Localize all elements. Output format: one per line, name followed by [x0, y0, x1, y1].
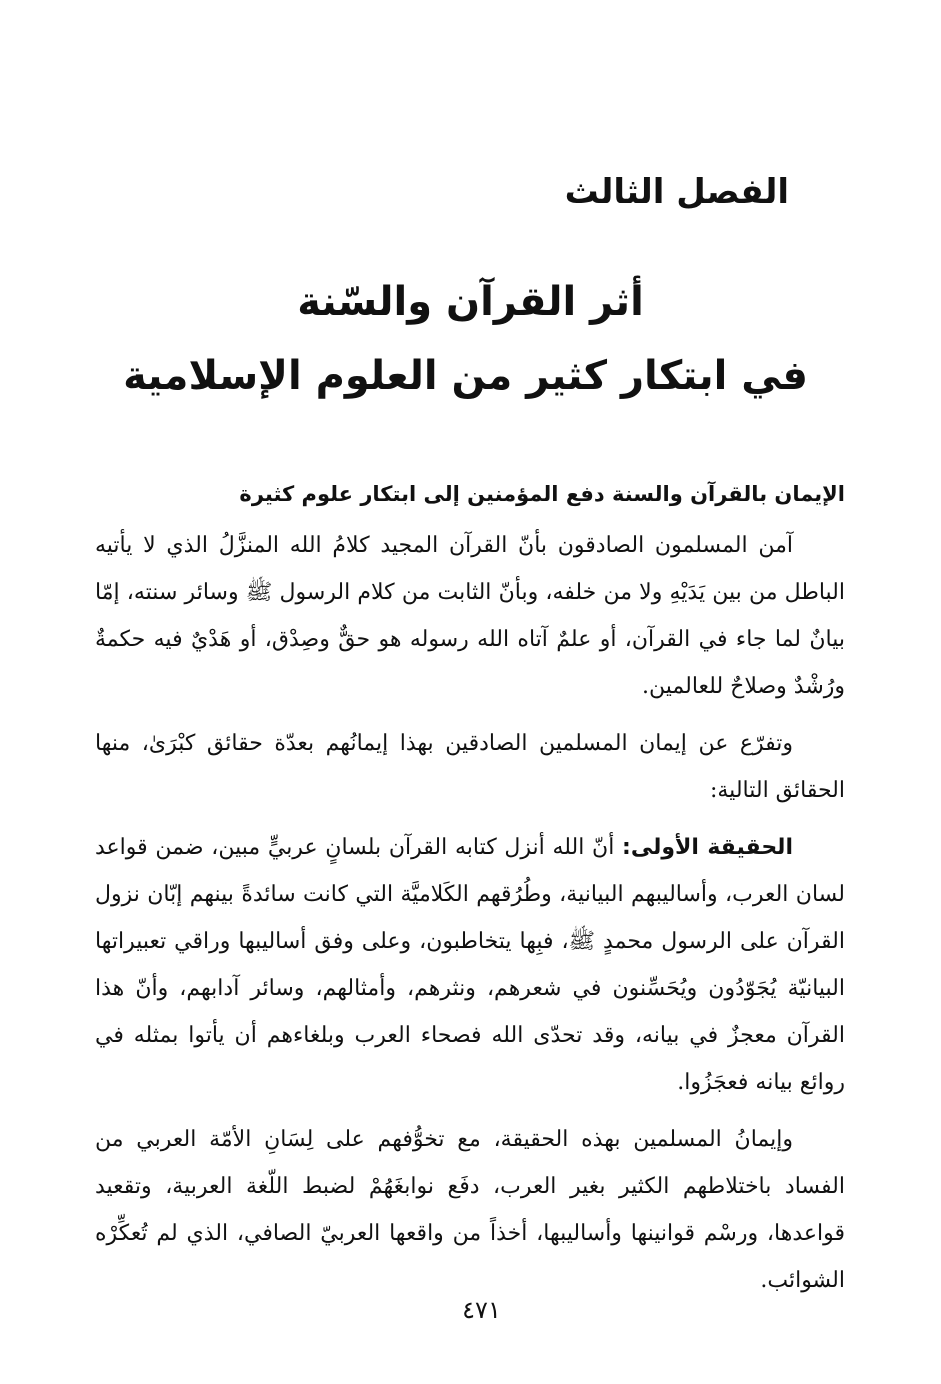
paragraph-3-label: الحقيقة الأولى:: [622, 835, 793, 860]
chapter-title-line-2: في ابتكار كثير من العلوم الإسلامية: [123, 353, 808, 399]
paragraph-4: وإيمانُ المسلمين بهذه الحقيقة، مع تخوُّفهم على لِسَانِ الأمّة العربي من الفساد باختلاطهم الكثير بغير العرب، دفَع نوابغَهُمْ لضبط اللّغة العربية، وتقعيد قواعدها، ورسْم قوانينها وأساليبها، أخذاً من واقعها العربيّ الصافي، الذي لم تُعكِّرْه الشوائب.: [95, 1127, 845, 1293]
paragraph-3: [95, 824, 845, 1106]
body-text: [95, 472, 845, 1314]
chapter-label: الفصل الثالث: [564, 172, 789, 212]
paragraph-3-text: أنّ الله أنزل كتابه القرآن بلسانٍ عربيٍّ مبين، ضمن قواعد لسان العرب، وأساليبهم البيانية، وطُرُقهم الكَلاميَّة التي كانت سائدةً بينهم إبّان نزول القرآن على الرسول محمدٍ ﷺ، فبِها يتخاطبون، وعلى وفق أساليبها وراقي تعبيراتها البيانيّة يُجَوّدُون ويُحَسِّنون في شعرهم، ونثرهم، وأمثالهم، وسائر آدابهم، وأنّ هذا القرآن معجزٌ في بيانه، وقد تحدّى الله فصحاء العرب وبلغاءهم أن يأتوا بمثله في روائع بيانه فعجَزُوا.: [95, 835, 845, 1095]
chapter-title-line-1: أثر القرآن والسّنة: [297, 279, 644, 325]
paragraph-1: آمن المسلمون الصادقون بأنّ القرآن المجيد كلامُ الله المنزَّلُ الذي لا يأتيه الباطل من بين يَدَيْهِ ولا من خلفه، وبأنّ الثابت من كلام الرسول ﷺ وسائر سنته، إمّا بيانٌ لما جاء في القرآن، أو علمٌ آتاه الله رسوله هو حقٌّ وصِدْق، أو هَدْيٌ فيه حكمةٌ ورُشْدٌ وصلاحٌ للعالمين.: [95, 533, 845, 699]
page-number: ٤٧١: [462, 1296, 501, 1324]
paragraph-2: وتفرّع عن إيمان المسلمين الصادقين بهذا إيمانُهم بعدّة حقائق كبْرَىٰ، منها الحقائق التالية:: [95, 731, 845, 803]
section-subheading: الإيمان بالقرآن والسنة دفع المؤمنين إلى ابتكار علوم كثيرة: [239, 482, 845, 506]
